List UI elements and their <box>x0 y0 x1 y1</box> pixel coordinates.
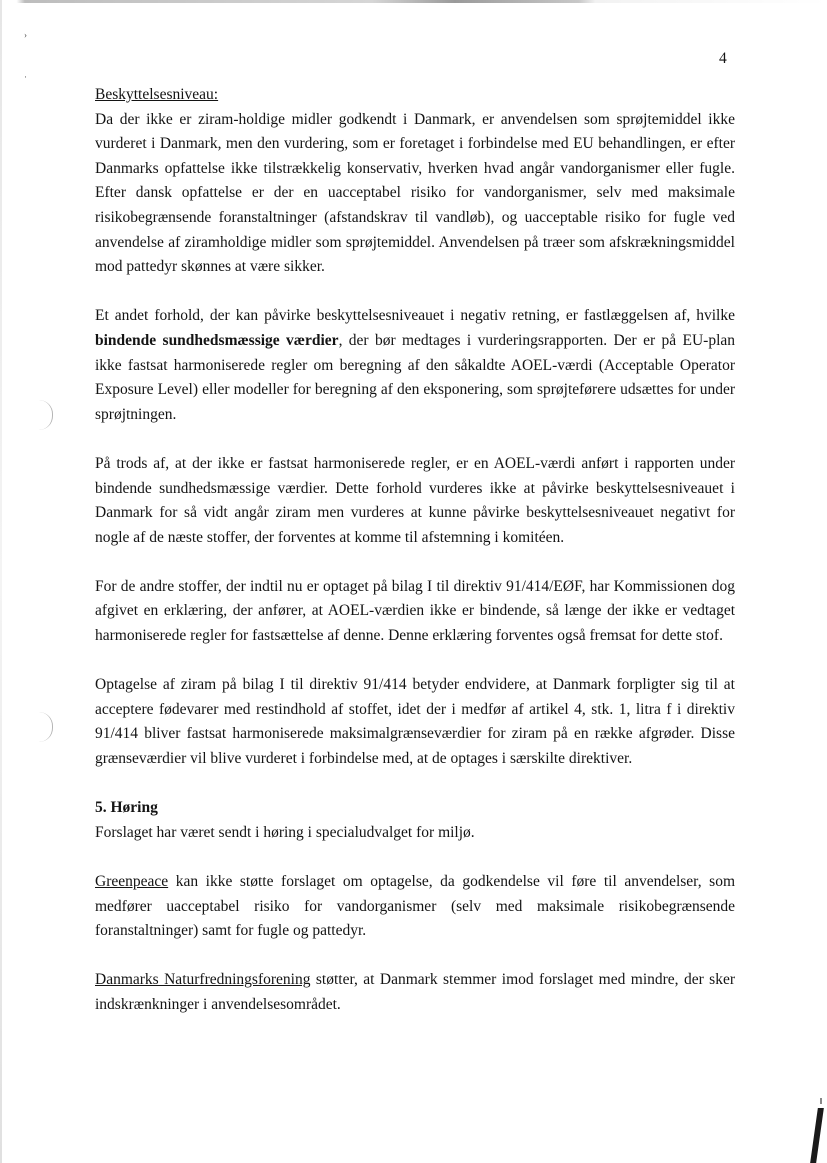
paragraph-text: kan ikke støtte forslaget om optagelse, da godkendelse vil føre til anvendelser, som medfører uacceptabel risiko for vandorganismer (selv med maksimale risikobegrænsende foranstaltninger) samt for fugle og pattedyr. <box>95 873 735 940</box>
document-body <box>95 83 735 1042</box>
margin-stroke-mark <box>810 1108 824 1163</box>
bold-term: bindende sundhedsmæssige værdier <box>95 331 339 349</box>
section-hearing <box>95 796 735 845</box>
paragraph-text: Forslaget har været sendt i høring i specialudvalget for miljø. <box>95 823 475 841</box>
paragraph-mrl: Optagelse af ziram på bilag I til direktiv 91/414 betyder endvidere, at Danmark forpligter sig til at acceptere fødevarer med restindhold af stoffet, idet der i medfør af artikel 4, stk. 1, litra f i direktiv 91/414 bliver fastsat harmoniserede maksimalgrænseværdier for ziram på en række afgrøder. Disse grænseværdier vil blive vurderet i forbindelse med, at de optages i særskilte direktiver. <box>95 676 735 768</box>
punch-hole-mark <box>30 400 53 430</box>
paragraph-greenpeace <box>95 870 735 944</box>
section-heading: Beskyttelsesniveau: <box>95 86 219 103</box>
section-protection-level <box>95 83 735 280</box>
scan-speck: · <box>24 72 27 82</box>
paragraph-dn <box>95 968 735 1017</box>
scan-top-edge <box>0 0 827 3</box>
section-heading: 5. Høring <box>95 799 158 817</box>
punch-hole-mark <box>30 712 53 742</box>
scan-left-edge <box>0 0 2 1163</box>
scan-speck <box>820 1098 822 1104</box>
paragraph-text: støtter, at Danmark stemmer imod forslaget med mindre, der sker indskrænkninger i anvendelsesområdet. <box>95 971 735 1013</box>
paragraph-text: Da der ikke er ziram-holdige midler godkendt i Danmark, er anvendelsen som sprøjtemiddel ikke vurderet i Danmark, men den vurdering, som er foretaget i forbindelse med EU behandlingen, er efter Danmarks opfattelse ikke tilstrækkelig konservativ, hverken hvad angår vandorganismer eller fugle. Efter dansk opfattelse er der en uacceptabel risiko for vandorganismer, selv med maksimale risikobegrænsende foranstaltninger (afstandskrav til vandløb), og uacceptable risiko for fugle ved anvendelse af ziramholdige midler som sprøjtemiddel. Anvendelsen på træer som afskrækningsmiddel mod pattedyr skønnes at være sikker. <box>95 110 735 276</box>
page-number: 4 <box>719 50 727 67</box>
paragraph-health-values <box>95 304 735 427</box>
organization-name: Danmarks Naturfredningsforening <box>95 971 311 989</box>
scan-speck: › <box>24 30 27 40</box>
paragraph-text: , der bør medtages i vurderingsrapporten. Der er på EU-plan ikke fastsat harmoniserede regler om beregning af den såkaldte AOEL-værdi (Acceptable Operator Exposure Level) eller modeller for beregning af den eksponering, som sprøjteførere udsættes for under sprøjtningen. <box>95 331 735 423</box>
organization-name: Greenpeace <box>95 873 169 890</box>
paragraph-text: Et andet forhold, der kan påvirke beskyttelsesniveauet i negativ retning, er fastlæggelsen af, hvilke <box>95 307 735 325</box>
paragraph-aoel: På trods af, at der ikke er fastsat harmoniserede regler, er en AOEL-værdi anført i rapporten under bindende sundhedsmæssige værdier. Dette forhold vurderes ikke at påvirke beskyttelsesniveauet i Danmark for så vidt angår ziram men vurderes at kunne påvirke beskyttelsesniveauet negativt for nogle af de næste stoffer, der forventes at komme til afstemning i komitéen. <box>95 454 735 546</box>
paragraph-commission-statement: For de andre stoffer, der indtil nu er optaget på bilag I til direktiv 91/414/EØF, har Kommissionen dog afgivet en erklæring, der anfører, at AOEL-værdien ikke er bindende, så længe der ikke er vedtaget harmoniserede regler for fastsættelse af denne. Denne erklæring forventes også fremsat for dette stof. <box>95 577 735 645</box>
